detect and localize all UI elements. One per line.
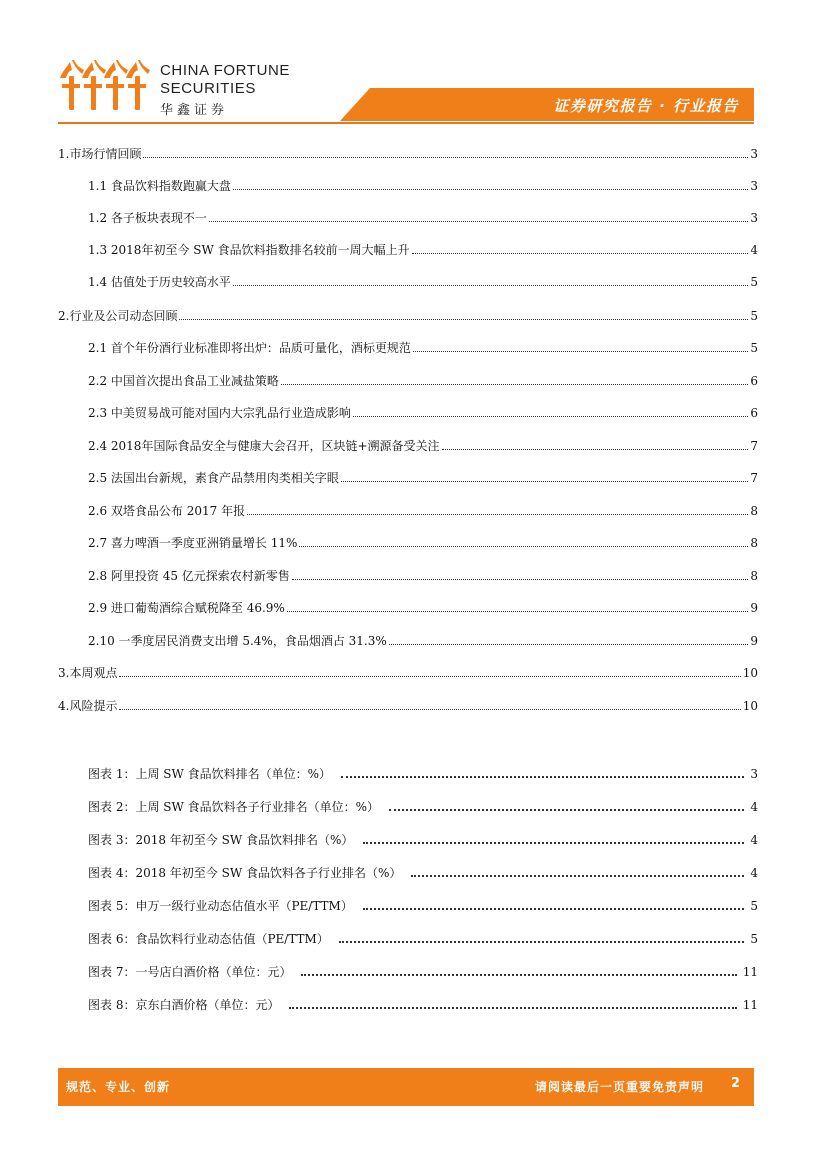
toc-entry[interactable] <box>88 529 758 551</box>
figure-entry[interactable] <box>88 791 758 815</box>
toc-leader <box>179 319 748 320</box>
toc-leader <box>247 514 748 515</box>
figure-entry-page: 5 <box>750 932 758 946</box>
toc-entry[interactable] <box>88 204 758 226</box>
disclaimer-notice[interactable]: 请阅读最后一页重要免责声明 <box>534 1080 704 1094</box>
toc-entry-label: 1.1 食品饮料指数跑赢大盘 <box>88 179 231 193</box>
header-divider <box>58 122 754 124</box>
toc-entry-label: 1.4 估值处于历史较高水平 <box>88 275 231 289</box>
toc-entry[interactable] <box>88 399 758 421</box>
figure-entry-page: 5 <box>750 899 758 913</box>
toc-entry[interactable] <box>58 692 758 714</box>
toc-entry-label: 2.行业及公司动态回顾 <box>58 309 178 323</box>
toc-leader <box>233 189 748 190</box>
toc-leader <box>442 449 749 450</box>
toc-entry-page: 5 <box>750 341 758 355</box>
brand-name-cn: 华鑫证券 <box>160 103 229 118</box>
figure-entry-label: 图表 6：食品饮料行业动态估值（PE/TTM） <box>88 932 329 946</box>
toc-entry[interactable] <box>58 659 758 681</box>
toc-entry-page: 9 <box>750 601 758 615</box>
toc-entry-label: 2.6 双塔食品公布 2017 年报 <box>88 504 246 518</box>
figure-leader <box>289 1007 736 1009</box>
figure-entry-label: 图表 2：上周 SW 食品饮料各子行业排名（单位：%） <box>88 800 380 814</box>
toc-entry[interactable] <box>88 464 758 486</box>
toc-leader <box>143 157 748 158</box>
toc-entry-label: 2.7 喜力啤酒一季度亚洲销量增长 11% <box>88 536 298 550</box>
figure-entry[interactable] <box>88 989 758 1013</box>
toc-entry[interactable] <box>88 236 758 258</box>
toc-entry-page: 5 <box>750 275 758 289</box>
figure-leader <box>363 842 744 844</box>
toc-leader <box>389 644 749 645</box>
brand-name-line1: CHINA FORTUNE <box>160 62 291 79</box>
toc-entry-page: 8 <box>750 536 758 550</box>
toc-entry-label: 2.10 一季度居民消费支出增 5.4%，食品烟酒占 31.3% <box>88 634 387 648</box>
toc-entry-page: 8 <box>750 569 758 583</box>
toc-entry-label: 1.2 各子板块表现不一 <box>88 211 207 225</box>
toc-entry-label: 1.市场行情回顾 <box>58 147 142 161</box>
toc-entry-label: 2.3 中美贸易战可能对国内大宗乳品行业造成影响 <box>88 406 351 420</box>
figure-leader <box>341 776 744 778</box>
figure-entry-page: 4 <box>750 800 758 814</box>
toc-entry[interactable] <box>58 140 758 162</box>
toc-entry[interactable] <box>88 334 758 356</box>
figure-entry-page: 11 <box>742 998 758 1012</box>
toc-entry[interactable] <box>88 594 758 616</box>
toc-entry-page: 10 <box>742 666 758 680</box>
figure-entry-page: 3 <box>750 767 758 781</box>
toc-entry[interactable] <box>58 302 758 324</box>
toc-entry-label: 2.9 进口葡萄酒综合赋税降至 46.9% <box>88 601 285 615</box>
toc-entry-page: 9 <box>750 634 758 648</box>
toc-leader <box>281 384 748 385</box>
page-number: 2 <box>730 1076 740 1091</box>
toc-entry-label: 1.3 2018年初至今 SW 食品饮料指数排名较前一周大幅上升 <box>88 243 410 257</box>
figure-entry-label: 图表 5：申万一级行业动态估值水平（PE/TTM） <box>88 899 353 913</box>
figure-leader <box>389 809 744 811</box>
figure-entry[interactable] <box>88 923 758 947</box>
toc-entry[interactable] <box>88 172 758 194</box>
toc-leader <box>287 611 749 612</box>
toc-entry-label: 2.2 中国首次提出食品工业减盐策略 <box>88 374 279 388</box>
figure-entry-label: 图表 7：一号店白酒价格（单位：元） <box>88 965 292 979</box>
toc-entry-label: 2.5 法国出台新规，素食产品禁用肉类相关字眼 <box>88 471 339 485</box>
figure-leader <box>411 875 744 877</box>
toc-entry-page: 5 <box>750 309 758 323</box>
figure-leader <box>339 941 745 943</box>
company-motto: 规范、专业、创新 <box>66 1080 171 1094</box>
toc-leader <box>412 253 749 254</box>
toc-entry-label: 4.风险提示 <box>58 699 118 713</box>
toc-entry[interactable] <box>88 627 758 649</box>
toc-entry-page: 6 <box>750 406 758 420</box>
page-footer <box>58 1068 754 1106</box>
toc-entry-page: 4 <box>750 243 758 257</box>
toc-leader <box>119 709 740 710</box>
figure-entry[interactable] <box>88 857 758 881</box>
toc-entry-page: 3 <box>750 179 758 193</box>
toc-entry-label: 2.8 阿里投资 45 亿元探索农村新零售 <box>88 569 290 583</box>
figure-entry-label: 图表 8：京东白酒价格（单位：元） <box>88 998 280 1012</box>
toc-leader <box>119 676 740 677</box>
toc-entry[interactable] <box>88 367 758 389</box>
toc-entry-label: 2.4 2018年国际食品安全与健康大会召开，区块链+溯源备受关注 <box>88 439 440 453</box>
toc-entry[interactable] <box>88 268 758 290</box>
toc-entry-page: 7 <box>750 439 758 453</box>
toc-leader <box>341 481 748 482</box>
brand-logo-icon <box>56 58 152 118</box>
toc-entry-page: 3 <box>750 147 758 161</box>
toc-entry-page: 3 <box>750 211 758 225</box>
figure-entry-page: 11 <box>742 965 758 979</box>
toc-leader <box>292 579 749 580</box>
figure-entry[interactable] <box>88 758 758 782</box>
figure-entry-label: 图表 3：2018 年初至今 SW 食品饮料排名（%） <box>88 833 354 847</box>
page-header <box>0 0 827 125</box>
report-type-label: 证券研究报告 · 行业报告 <box>553 97 739 115</box>
figure-entry[interactable] <box>88 824 758 848</box>
figure-entry-label: 图表 4：2018 年初至今 SW 食品饮料各子行业排名（%） <box>88 866 402 880</box>
toc-entry-label: 2.1 首个年份酒行业标准即将出炉：品质可量化，酒标更规范 <box>88 341 411 355</box>
figure-entry-page: 4 <box>750 833 758 847</box>
toc-leader <box>233 285 748 286</box>
figure-entry-page: 4 <box>750 866 758 880</box>
toc-entry-page: 6 <box>750 374 758 388</box>
figure-entry-label: 图表 1：上周 SW 食品饮料排名（单位：%） <box>88 767 332 781</box>
toc-leader <box>209 221 748 222</box>
figure-entry[interactable] <box>88 956 758 980</box>
toc-entry-page: 10 <box>742 699 758 713</box>
brand-name-line2: SECURITIES <box>160 80 257 97</box>
figure-leader <box>301 974 736 976</box>
figure-leader <box>363 908 745 910</box>
toc-leader <box>299 546 748 547</box>
toc-leader <box>353 416 748 417</box>
toc-entry-page: 7 <box>750 471 758 485</box>
toc-entry[interactable] <box>88 562 758 584</box>
toc-entry[interactable] <box>88 497 758 519</box>
toc-entry-label: 3.本周观点 <box>58 666 118 680</box>
toc-entry[interactable] <box>88 432 758 454</box>
toc-entry-page: 8 <box>750 504 758 518</box>
toc-leader <box>413 351 748 352</box>
figure-entry[interactable] <box>88 890 758 914</box>
